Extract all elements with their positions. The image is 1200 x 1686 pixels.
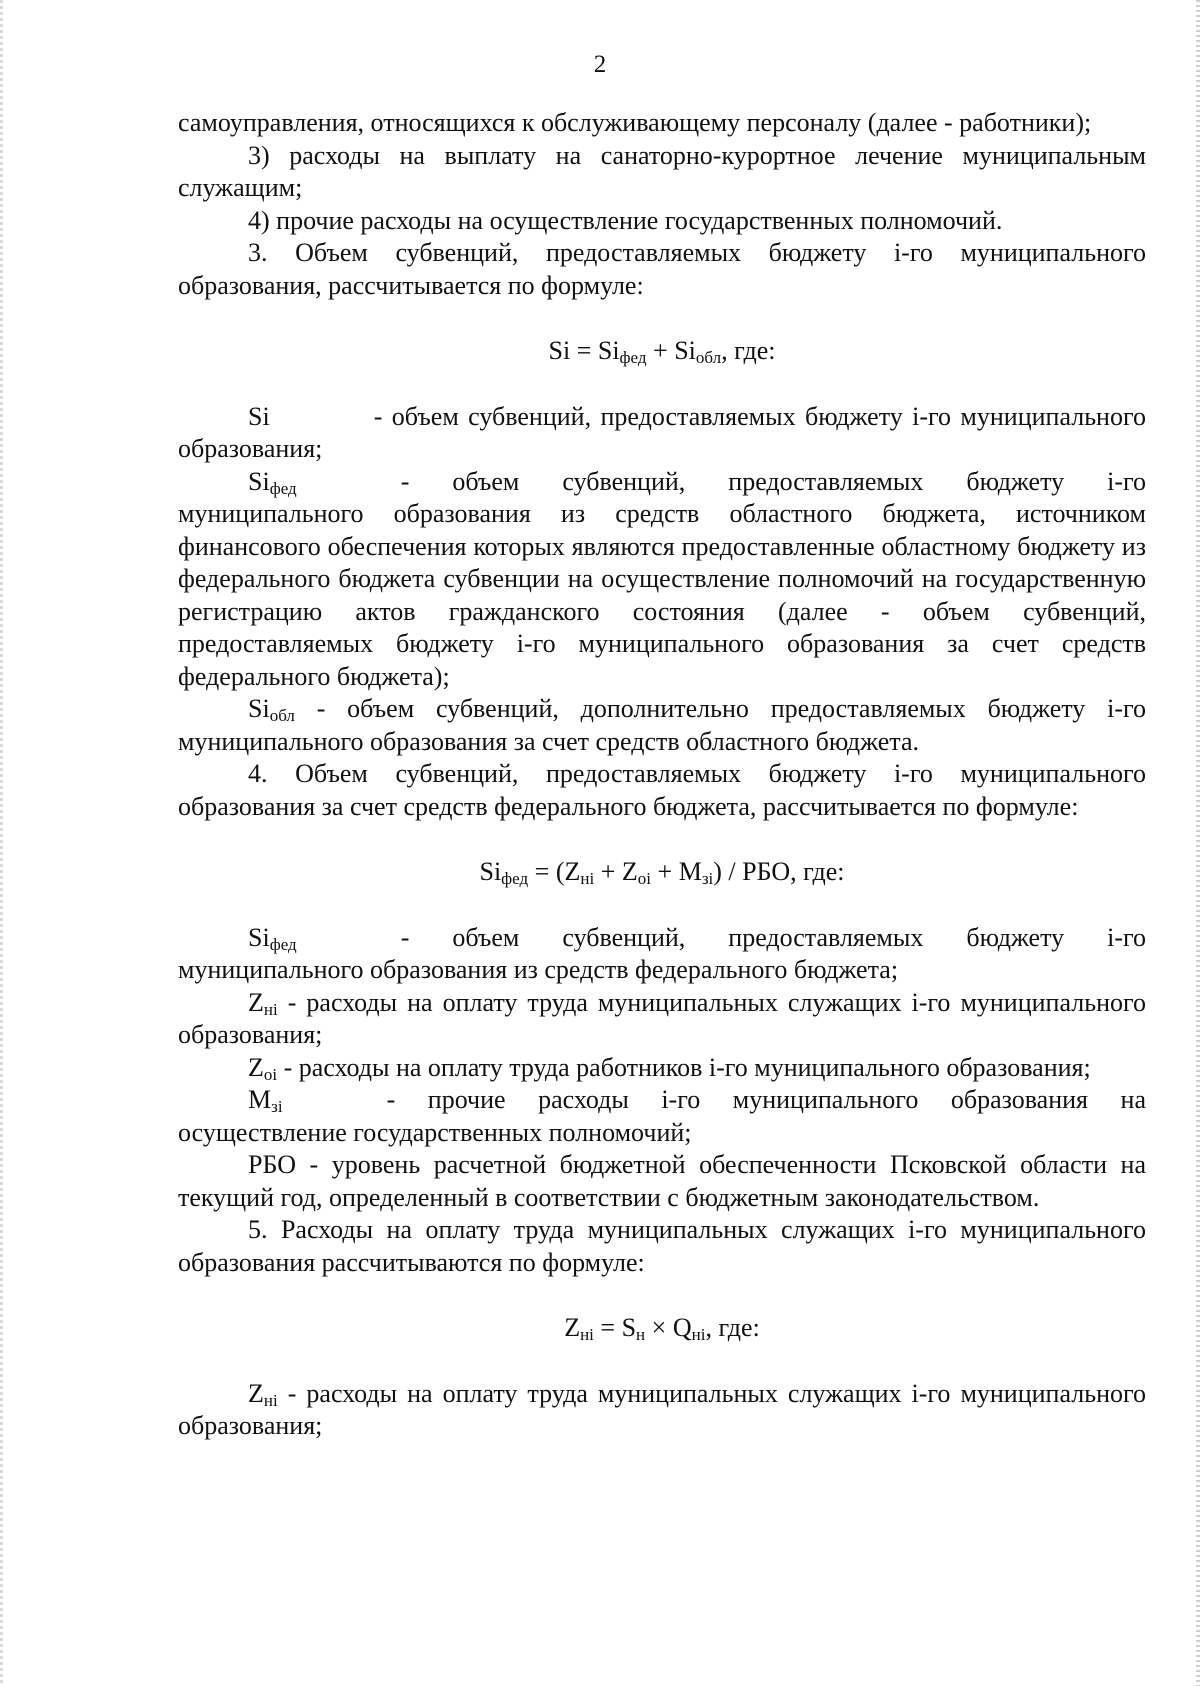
paragraph-section-3: 3. Объем субвенций, предоставляемых бюджету i-го муниципального образования, рассчитывается по формуле:	[178, 238, 1146, 300]
formula-si: $Si = Si_{фед} + Si_{обл}$, где:	[548, 336, 776, 367]
page-number: 2	[593, 51, 607, 78]
paragraph-item-4: 4) прочие расходы на осуществление государственных полномочий.	[248, 205, 1003, 235]
definition-z-oi: $Z_{оi}$ - расходы на оплату труда работников i-го муниципального образования;	[248, 1052, 1091, 1084]
definition-si-obl: $Si_{обл}$ - объем субвенций, дополнительно предоставляемых бюджету i-го муниципального образования за счет средств областного бюджета.	[178, 694, 1146, 756]
paragraph-continuation: самоуправления, относящихся к обслуживающему персоналу (далее - работники);	[178, 108, 1092, 137]
definition-si-fed-2: $Si_{фед}$ - объем субвенций, предоставляемых бюджету i-го муниципального образования из средств федерального бюджета;	[178, 922, 1146, 984]
paragraph-item-3: 3) расходы на выплату на санаторно-курортное лечение муниципальным служащим;	[178, 140, 1146, 202]
definition-rbo: РБО - уровень расчетной бюджетной обеспеченности Псковской области на текущий год, определенный в соответствии с бюджетным законодательством.	[178, 1150, 1146, 1212]
definition-z-ni: $Z_{нi}$ - расходы на оплату труда муниципальных служащих i-го муниципального образования;	[178, 987, 1146, 1049]
formula-si-symbol: Si	[548, 336, 571, 365]
definition-m-zi: $M_{зi}$ - прочие расходы i-го муниципального образования на осуществление государственных полномочий;	[178, 1085, 1146, 1147]
definition-si-fed: $Si_{фед}$ - объем субвенций, предоставляемых бюджету i-го муниципального образования из средств областного бюджета, источником финансового обеспечения которых являются предоставленные областному бюджету из федерального бюджета субвенции на осуществление полномочий на государственную регистрацию актов гражданского состояния (далее - объем субвенций, предоставляемых бюджету i-го муниципального образования за счет средств федерального бюджета);	[178, 466, 1146, 691]
definition-z-ni-2: $Z_{нi}$ - расходы на оплату труда муниципальных служащих i-го муниципального образования;	[178, 1378, 1146, 1440]
paragraph-section-4: 4. Объем субвенций, предоставляемых бюджету i-го муниципального образования за счет средств федерального бюджета, рассчитывается по формуле:	[178, 759, 1146, 821]
document-body	[178, 107, 1146, 1443]
formula-z-ni: $Z_{нi} = S_н \times Q_{нi}$, где:	[564, 1313, 760, 1344]
paragraph-section-5: 5. Расходы на оплату труда муниципальных служащих i-го муниципального образования рассчитываются по формуле:	[178, 1215, 1146, 1277]
formula-si-fed: $Si_{фед} = (Z_{нi} + Z_{оi} + M_{зi})$ / РБО, где:	[479, 857, 845, 888]
scan-edge-right	[1196, 0, 1200, 1686]
definition-si: Si - объем субвенций, предоставляемых бюджету i-го муниципального образования;	[178, 401, 1146, 463]
scan-edge-left	[0, 0, 3, 1686]
